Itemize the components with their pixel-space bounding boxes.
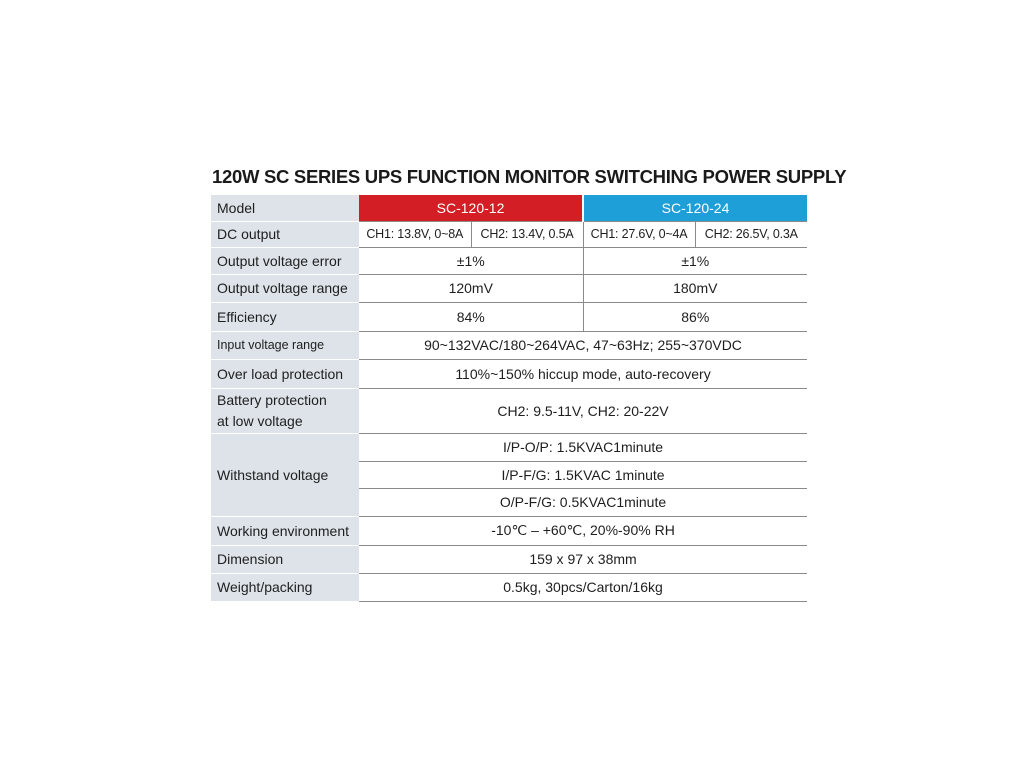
dimension-value: 159 x 97 x 38mm	[359, 545, 807, 573]
overload-value: 110%~150% hiccup mode, auto-recovery	[359, 359, 807, 388]
environment-value: -10℃ – +60℃, 20%-90% RH	[359, 516, 807, 545]
row-dimension	[211, 545, 807, 573]
row-model	[211, 195, 807, 221]
dc-output-24-ch1: CH1: 27.6V, 0~4A	[583, 221, 695, 247]
row-efficiency	[211, 302, 807, 331]
row-input-range	[211, 331, 807, 359]
weight-value: 0.5kg, 30pcs/Carton/16kg	[359, 573, 807, 601]
label-dimension: Dimension	[211, 545, 359, 573]
dc-output-12-ch2: CH2: 13.4V, 0.5A	[471, 221, 583, 247]
voltage-error-12: ±1%	[359, 247, 583, 274]
label-battery-line1: Battery protection	[217, 391, 327, 408]
document-title: 120W SC SERIES UPS FUNCTION MONITOR SWITCHING POWER SUPPLY	[212, 166, 847, 187]
voltage-range-12: 120mV	[359, 274, 583, 302]
label-input-range: Input voltage range	[211, 331, 359, 359]
efficiency-12: 84%	[359, 302, 583, 331]
dc-output-24-ch2: CH2: 26.5V, 0.3A	[695, 221, 807, 247]
row-voltage-range	[211, 274, 807, 302]
model-header-sc-120-12: SC-120-12	[359, 195, 583, 221]
row-dc-output	[211, 221, 807, 247]
label-battery-line2: at low voltage	[217, 412, 303, 429]
label-battery	[211, 388, 359, 433]
model-header-sc-120-24: SC-120-24	[583, 195, 807, 221]
label-model: Model	[211, 195, 359, 221]
label-overload: Over load protection	[211, 359, 359, 388]
input-range-value: 90~132VAC/180~264VAC, 47~63Hz; 255~370VDC	[359, 331, 807, 359]
row-battery	[211, 388, 807, 433]
withstand-ip-fg: I/P-F/G: 1.5KVAC 1minute	[359, 461, 807, 488]
row-overload	[211, 359, 807, 388]
row-withstand-1	[211, 433, 807, 461]
label-efficiency: Efficiency	[211, 302, 359, 331]
row-voltage-error	[211, 247, 807, 274]
label-dc-output: DC output	[211, 221, 359, 247]
battery-value: CH2: 9.5-11V, CH2: 20-22V	[359, 388, 807, 433]
label-environment: Working environment	[211, 516, 359, 545]
voltage-error-24: ±1%	[583, 247, 807, 274]
label-weight: Weight/packing	[211, 573, 359, 601]
spec-table	[211, 195, 807, 602]
voltage-range-24: 180mV	[583, 274, 807, 302]
withstand-ip-op: I/P-O/P: 1.5KVAC1minute	[359, 433, 807, 461]
label-voltage-error: Output voltage error	[211, 247, 359, 274]
efficiency-24: 86%	[583, 302, 807, 331]
label-voltage-range: Output voltage range	[211, 274, 359, 302]
label-withstand: Withstand voltage	[211, 433, 359, 516]
row-weight	[211, 573, 807, 601]
dc-output-12-ch1: CH1: 13.8V, 0~8A	[359, 221, 471, 247]
withstand-op-fg: O/P-F/G: 0.5KVAC1minute	[359, 488, 807, 516]
row-environment	[211, 516, 807, 545]
